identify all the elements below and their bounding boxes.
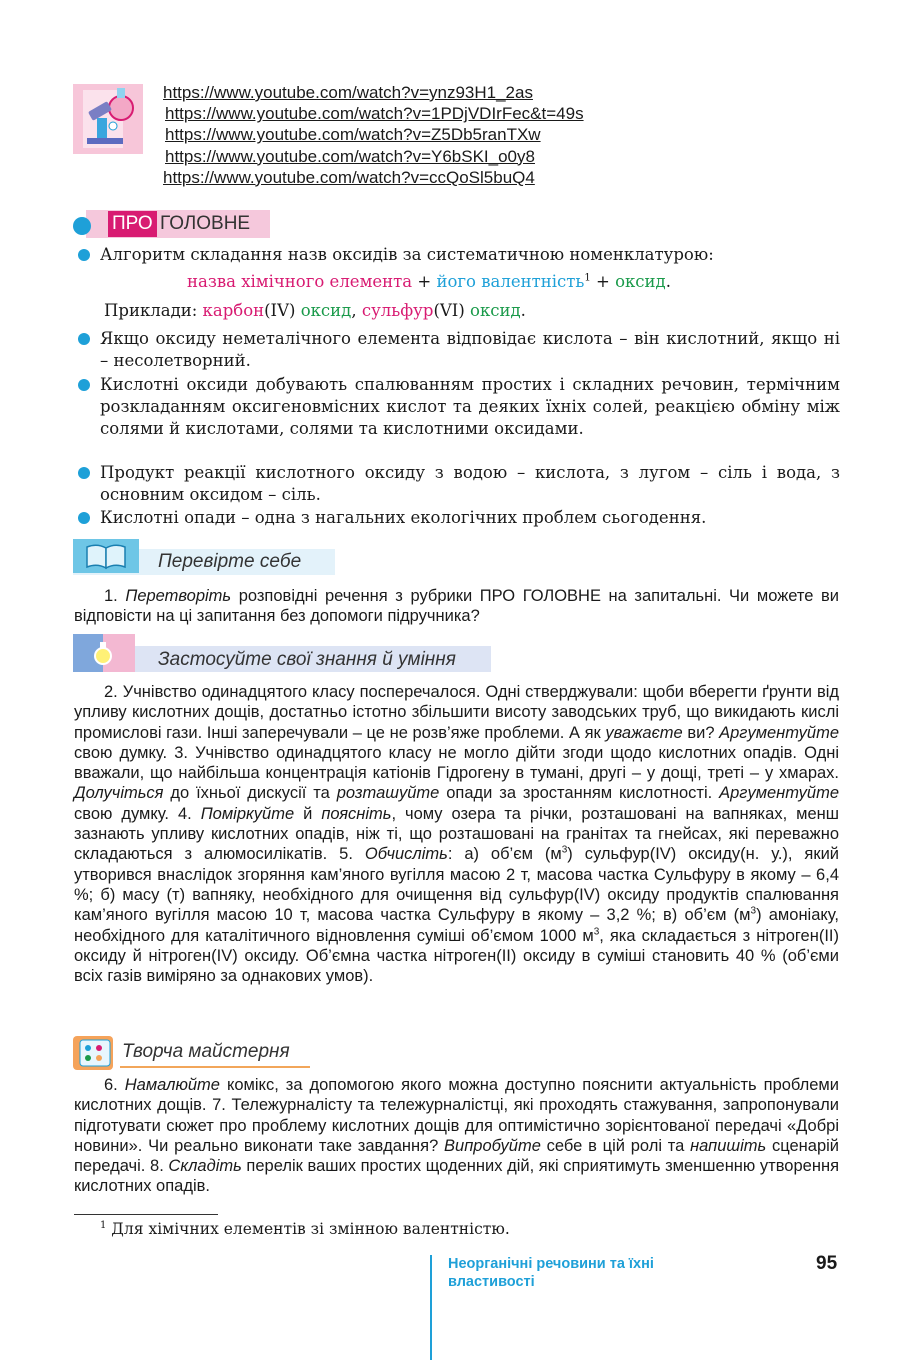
- palette-icon: [73, 1036, 113, 1070]
- video-link[interactable]: https://www.youtube.com/watch?v=Z5Db5ranTXw: [165, 125, 541, 145]
- lab-flask-icon: [73, 84, 143, 154]
- footnote-number: 1: [100, 1219, 107, 1231]
- page-number: 95: [816, 1253, 838, 1274]
- emphasis: Долучіться: [74, 784, 164, 803]
- footnote: [100, 1220, 510, 1238]
- video-links: [163, 82, 584, 188]
- example-oxide: оксид: [470, 301, 521, 320]
- summary-header-strong: ПРО: [108, 211, 157, 237]
- text-run: розповідні речення з рубрики ПРО ГОЛОВНЕ на запитальні. Чи можете ви відповісти на ці запитання без допомоги підручника?: [74, 587, 839, 626]
- emphasis: уважаєте: [605, 723, 683, 742]
- emphasis: Перетворіть: [125, 587, 232, 605]
- bulb-icon: [73, 634, 135, 672]
- text-run: себе в цій ролі та: [540, 1136, 691, 1155]
- creative-section-title: Творча майстерня: [122, 1041, 290, 1062]
- formula-oxide: оксид: [615, 272, 666, 291]
- summary-header-rest: ГОЛОВНЕ: [160, 213, 251, 234]
- summary-bullet: [78, 462, 840, 506]
- example-valence: (IV): [264, 301, 301, 320]
- superscript: 3: [750, 905, 757, 917]
- bullet-dot-icon: [78, 333, 90, 345]
- formula-plus: +: [412, 272, 437, 291]
- video-link[interactable]: https://www.youtube.com/watch?v=1PDjVDIrFec&t=49s: [165, 104, 584, 124]
- text-run: , чому озера та річки, розташовані на вапняках, менш зазнають упливу кислотних опадів, ніж ті, що розташовані на гранітах та гнейсах, які переважно складаються з алюмосилікатів. 5.: [74, 804, 839, 864]
- text-run: ) амоніаку, необхідного для каталітичного відновлення суміші об’ємом 1000 м: [74, 906, 839, 945]
- emphasis: Намалюйте: [124, 1076, 220, 1094]
- emphasis: Аргументуйте: [719, 784, 839, 803]
- emphasis: напишіть: [690, 1136, 767, 1155]
- text-run: перелік ваших простих щоденних дій, які сприятимуть зменшенню утворення кислотних опадів.: [74, 1157, 839, 1196]
- text-run: свою думку. 4.: [74, 804, 201, 823]
- summary-bullet: [78, 328, 840, 372]
- running-footer-title: Неорганічні речовини та їхні властивості: [448, 1256, 654, 1290]
- text-run: свою думку. 3. Учнівство одинадцятого класу не могло дійти згоди щодо кислотних опадів. Одні вважали, що найбільша концентрація катіонів Гідрогену в тумані, другі – у дощі, треті – у хмарах.: [74, 743, 839, 783]
- example-sep: ,: [351, 301, 362, 320]
- text-run: й: [294, 804, 322, 823]
- text-run: комікс, за допомогою якого можна доступно пояснити актуальність проблеми кислотних дощів. 7. Тележурналісту та тележурналістці, які проходять стажування, запропонували підготувати сюжет про проблему кислотних дощів для оптимістично зорієнтованої передачі «Добрі новини». Чи реально виконати таке завдання?: [74, 1076, 839, 1155]
- emphasis: Складіть: [168, 1157, 242, 1176]
- text-run: : а) об’єм (м: [447, 845, 562, 864]
- summary-bullet-text: Якщо оксиду неметалічного елемента відповідає кислота – він кислотний, якщо ні – несолетворний.: [100, 329, 840, 370]
- examples-label: Приклади:: [104, 301, 203, 320]
- summary-bullet: [78, 507, 840, 529]
- text-run: ви?: [682, 723, 720, 742]
- video-link[interactable]: https://www.youtube.com/watch?v=ccQoSl5buQ4: [163, 167, 535, 187]
- formula-end: .: [665, 272, 671, 291]
- formula-element-name: назва хімічного елемента: [187, 272, 413, 291]
- text-run: , яка складається з нітроген(II) оксиду й нітроген(IV) оксиду. Об’ємна частка нітроген(II) оксиду в суміші становить 40 % (об’єми всіх газів виміряно за однакових умов).: [74, 926, 840, 986]
- summary-bullet-text: Продукт реакції кислотного оксиду з водою – кислота, з лугом – сіль і вода, з основним оксидом – сіль.: [100, 463, 840, 504]
- example-oxide: оксид: [300, 301, 352, 320]
- formula-plus: +: [590, 272, 616, 291]
- book-icon: [73, 539, 139, 573]
- example-valence: (VI): [433, 301, 471, 320]
- footer-divider: [430, 1255, 432, 1360]
- check-section-title: Перевірте себе: [158, 551, 302, 572]
- oxide-name-formula: [187, 271, 671, 293]
- bullet-dot-icon: [78, 249, 90, 261]
- emphasis: Обчисліть: [364, 845, 448, 864]
- example-end: .: [520, 301, 526, 320]
- summary-bullet: [78, 374, 840, 441]
- summary-bullet-text: Алгоритм складання назв оксидів за систематичною номенклатурою:: [100, 245, 714, 264]
- text-run: 1.: [104, 587, 126, 605]
- check-paragraph: [74, 586, 839, 627]
- example-element: карбон: [202, 301, 265, 320]
- text-run: опади за зростанням кислотності.: [439, 784, 720, 803]
- creative-section-underline: [120, 1066, 310, 1068]
- emphasis: Випробуйте: [444, 1136, 541, 1155]
- bullet-dot-icon: [78, 379, 90, 391]
- bullet-dot-icon: [78, 467, 90, 479]
- bullet-dot-icon: [78, 512, 90, 524]
- text-run: ) сульфур(IV) оксиду(н. у.), який утворився внаслідок згоряння кам’яного вугілля масою 2 т, масова частка Сульфуру в якому – 6,4 %; б) масу (т) вапняку, необхідного для очищення від сульфур(IV) оксиду продуктів спалювання кам’яного вугілля масою 10 т, масова частка Сульфуру в якому – 3,2 %; в) об’єм (м: [74, 845, 840, 925]
- emphasis: поясніть: [321, 804, 392, 823]
- emphasis: розташуйте: [336, 784, 440, 803]
- superscript: 3: [561, 844, 568, 856]
- footnote-rule: [74, 1214, 218, 1215]
- emphasis: Поміркуйте: [200, 804, 295, 823]
- footnote-ref: 1: [584, 272, 591, 284]
- apply-paragraph: [74, 682, 839, 986]
- text-run: 2. Учнівство одинадцятого класу посперечалося. Одні стверджували: щоби вберегти ґрунти від упливу кислотних дощів, достатньо істотно збільшити висоту заводських труб, що викидають кислі промислові гази. Інші заперечували – це не розв’яже проблеми. А як: [74, 683, 839, 742]
- text-run: до їхньої дискусії та: [163, 784, 337, 803]
- creative-paragraph: [74, 1075, 839, 1197]
- example-element: сульфур: [361, 301, 434, 320]
- emphasis: Аргументуйте: [719, 723, 839, 742]
- video-link[interactable]: https://www.youtube.com/watch?v=Y6bSKI_o0y8: [165, 146, 535, 166]
- summary-bullet: [78, 244, 840, 266]
- text-run: 6.: [104, 1076, 125, 1094]
- summary-bullet-text: Кислотні оксиди добувають спалюванням простих і складних речовин, термічним розкладанням оксигеновмісних кислот та деяких їхніх солей, реакцією обміну між солями й кислотами, солями та кислотними оксидами.: [100, 375, 840, 439]
- footnote-text: Для хімічних елементів зі змінною валентністю.: [106, 1220, 510, 1238]
- superscript: 3: [593, 926, 600, 938]
- formula-valence: його валентність: [436, 272, 585, 291]
- apply-section-title: Застосуйте свої знання й уміння: [158, 649, 456, 670]
- oxide-examples: [104, 300, 526, 322]
- video-link[interactable]: https://www.youtube.com/watch?v=ynz93H1_2as: [163, 83, 533, 102]
- summary-bullet-text: Кислотні опади – одна з нагальних екологічних проблем сьогодення.: [100, 508, 707, 527]
- text-run: сценарій передачі. 8.: [74, 1136, 839, 1176]
- bullet-dot-icon: [73, 217, 91, 235]
